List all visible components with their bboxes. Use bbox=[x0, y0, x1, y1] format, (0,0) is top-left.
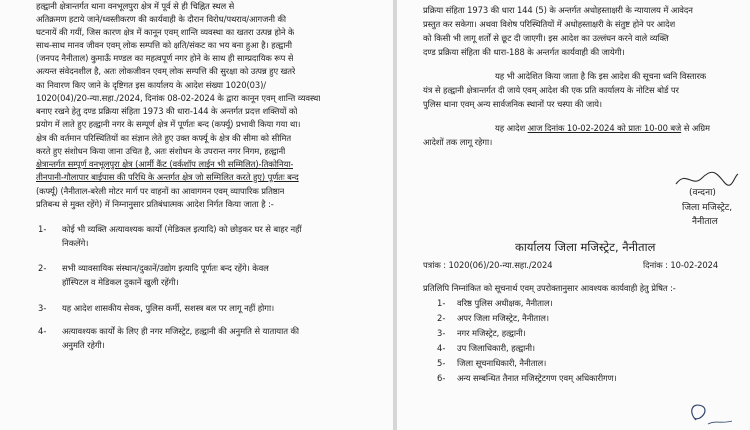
recipient-number: 4- bbox=[437, 343, 446, 353]
paragraph-line: करते हुए संशोधन किया जाना उचित है, अतः संशोधन के उपरान्त नगर निगम, हल्द्वानी bbox=[36, 146, 286, 156]
signature-scribble bbox=[672, 168, 742, 190]
reference-date: दिनांक : 10-02-2024 bbox=[643, 260, 719, 270]
paragraph-line: क्षेत्र की वर्तमान परिस्थितियों का संज्ञान लेते हुए उक्त कर्फ्यू के क्षेत्र की सीमा को सीमित bbox=[36, 133, 292, 143]
office-heading: कार्यालय जिला मजिस्ट्रेट, नैनीताल bbox=[515, 240, 656, 254]
item-number: 1- bbox=[38, 224, 47, 234]
paragraph-line: का निवारण किए जाने के दृष्टिगत इस कार्यालय के आदेश संख्या 1020(03)/ bbox=[36, 80, 266, 90]
document-page-right bbox=[397, 0, 750, 430]
paragraph-line: (कर्फ्यू) (नैनीताल-बरेली मोटर मार्ग पर वाहनों का आवागमन एवम् व्यापारिक प्रतिष्ठान bbox=[36, 186, 285, 196]
validity-date-time: आज दिनांक 10-02-2024 को प्रातः 10-00 बजे bbox=[527, 123, 682, 133]
recipient-number: 3- bbox=[437, 328, 446, 338]
paragraph-line-underlined: क्षेत्रान्तर्गत सम्पूर्ण वनभूलपुरा क्षेत्र (आर्मी कैंट (वर्कशॉप लाईन भी सम्मिलित)-तिकोनिया- bbox=[36, 159, 294, 169]
paragraph-line-underlined: तीनपानी-गौलापार बाईपास की परिधि के अन्तर्गत क्षेत्र जो सम्मिलित करते हुए) पूर्णतः बन्द bbox=[36, 172, 299, 182]
recipient: उप जिलाधिकारी, हल्द्वानी। bbox=[457, 343, 535, 353]
signature-designation: जिला मजिस्ट्रेट, bbox=[682, 203, 733, 213]
recipient: नगर मजिस्ट्रेट, हल्द्वानी। bbox=[457, 328, 526, 338]
recipient-number: 2- bbox=[437, 313, 446, 323]
order-line: दण्ड प्रक्रिया संहिता की धारा-188 के अन्तर्गत कार्यवाही की जायेगी। bbox=[423, 47, 625, 57]
order-line: प्रक्रिया संहिता 1973 की धारा 144 (5) के अन्तर्गत अधोहस्ताक्षरी के न्यायालय में आवेदन bbox=[423, 5, 693, 15]
paragraph-line: साथ-साथ मानव जीवन एवम् लोक सम्पत्ति को क्षति/संकट का भय बना हुआ है। हल्द्वानी bbox=[36, 40, 292, 50]
paragraph-line: बनाए रखने हेतु दण्ड प्रक्रिया संहिता 1973 की धारा-144 के अन्तर्गत प्रदत्त शक्तियों को bbox=[36, 106, 298, 116]
recipient-number: 5- bbox=[437, 358, 446, 368]
item-line: निकलेंगे। bbox=[62, 238, 89, 248]
paragraph-line: प्रतिबन्ध से मुक्त रहेंगे) में निम्नानुसार प्रतिबंधात्मक आदेश निर्गत किया जाता है :- bbox=[36, 199, 274, 209]
item-line: अनुमति रहेगी। bbox=[62, 340, 105, 350]
validity-line bbox=[495, 123, 710, 134]
item-line: कोई भी व्यक्ति अत्यावश्यक कार्यों (मेडिकल इत्यादि) को छोड़कर घर से बाहर नहीं bbox=[62, 224, 302, 234]
order-line: प्रस्तुत कर सकेगा। अथवा विशेष परिस्थितियों में अधोहस्ताक्षरी के संतुष्ट होने पर आदेश bbox=[423, 19, 676, 29]
item-number: 4- bbox=[38, 326, 47, 336]
publicity-line: पुलिस थाना एवम् अन्य सार्वजनिक स्थानों पर चस्पा की जाये। bbox=[423, 99, 602, 109]
publicity-line: यंत्र से हल्द्वानी क्षेत्रान्तर्गत दी जाये एवम् आदेश की एक प्रति कार्यालय के नोटिस बोर्ड पर bbox=[423, 85, 679, 95]
item-line: अत्यावश्यक कार्यों के लिए ही नगर मजिस्ट्रेट, हल्द्वानी की अनुमति से यातायात की bbox=[62, 326, 299, 336]
publicity-line: यह भी आदेशित किया जाता है कि इस आदेश की सूचना ध्वनि विस्तारक bbox=[495, 71, 707, 81]
item-number: 3- bbox=[38, 303, 47, 313]
recipient-number: 6- bbox=[437, 373, 446, 383]
validity-line-2: आदेशों तक लागू रहेगा। bbox=[423, 137, 493, 147]
order-line: को किसी भी लागू शर्तों से छूट दी जाएगी। इस आदेश का उल्लंघन करने वाले व्यक्ति bbox=[423, 33, 669, 43]
paragraph-line: घटनायें की गयीं, जिस कारण क्षेत्र में कानून एवम् शान्ति व्यवस्था का खतरा उत्पन्न होने के bbox=[36, 27, 295, 37]
recipient: वरिष्ठ पुलिस अधीक्षक, नैनीताल। bbox=[457, 298, 553, 308]
item-number: 2- bbox=[38, 263, 47, 273]
recipient: अन्य सम्बन्धित तैनात मजिस्ट्रेटगण एवम् अधिकारीगण। bbox=[457, 373, 617, 383]
copy-intro: प्रतिलिपि निम्नांकित को सूचनार्थ एवम् उपरोक्तानुसार आवश्यक कार्यवाही हेतु प्रेषित :- bbox=[423, 283, 676, 293]
signature-mark: (वन्दना) bbox=[689, 188, 716, 198]
recipient-number: 1- bbox=[437, 298, 446, 308]
item-line: यह आदेश शासकीय सेवक, पुलिस कर्मी, सशस्त्र बल पर लागू नहीं होगा। bbox=[62, 303, 275, 313]
paragraph-line: प्रयोग में लाते हुए हल्द्वानी नगर के सम्पूर्ण क्षेत्र में पूर्णतः बन्द (कर्फ्यू) प्रभावी किया गया था। bbox=[36, 119, 301, 129]
signature-place: नैनीताल bbox=[692, 217, 718, 227]
paragraph-line: अतिक्रमण हटाये जाने/ध्वस्तीकरण की कार्यवाही के दौरान विरोध/पथराव/आगजनी की bbox=[36, 14, 286, 24]
paragraph-line: अत्यन्त संवेदनशील है, अतः लोकजीवन एवम् लोक सम्पत्ति की सुरक्षा को उत्पन्न हुए खतरे bbox=[36, 66, 296, 76]
validity-suffix: से अग्रिम bbox=[683, 123, 710, 133]
recipient: जिला सूचनाधिकारी, नैनीताल। bbox=[457, 358, 547, 368]
paragraph-line: (जनपद नैनीताल) कुमाऊँ मण्डल का महत्वपूर्ण नगर होने के साथ ही साम्प्रदायिक रूप से bbox=[36, 53, 294, 63]
item-line: सभी व्यावसायिक संस्थान/दुकानें/उद्योग इत्यादि पूर्णतः बन्द रहेंगे। केवल bbox=[62, 263, 269, 273]
paragraph-line: हल्द्वानी क्षेत्रान्तर्गत थाना वनभूलपुरा क्षेत्र में पूर्व से ही चिह्नित स्थल से bbox=[36, 1, 235, 11]
reference-number: पत्रांक : 1020(06)/20-न्या.सहा./2024 bbox=[423, 260, 553, 270]
validity-prefix: यह आदेश bbox=[495, 123, 526, 133]
paragraph-line: 1020(04)/20-न्या.सहा./2024, दिनांक 08-02-2024 के द्वारा कानून एवम् शान्ति व्यवस्था bbox=[36, 93, 321, 103]
item-line: हॉस्पिटल व मेडिकल दुकानें खुली रहेंगी। bbox=[62, 277, 179, 287]
recipient: अपर जिला मजिस्ट्रेट, नैनीताल। bbox=[457, 313, 549, 323]
bottom-signature-scribble bbox=[682, 398, 742, 428]
